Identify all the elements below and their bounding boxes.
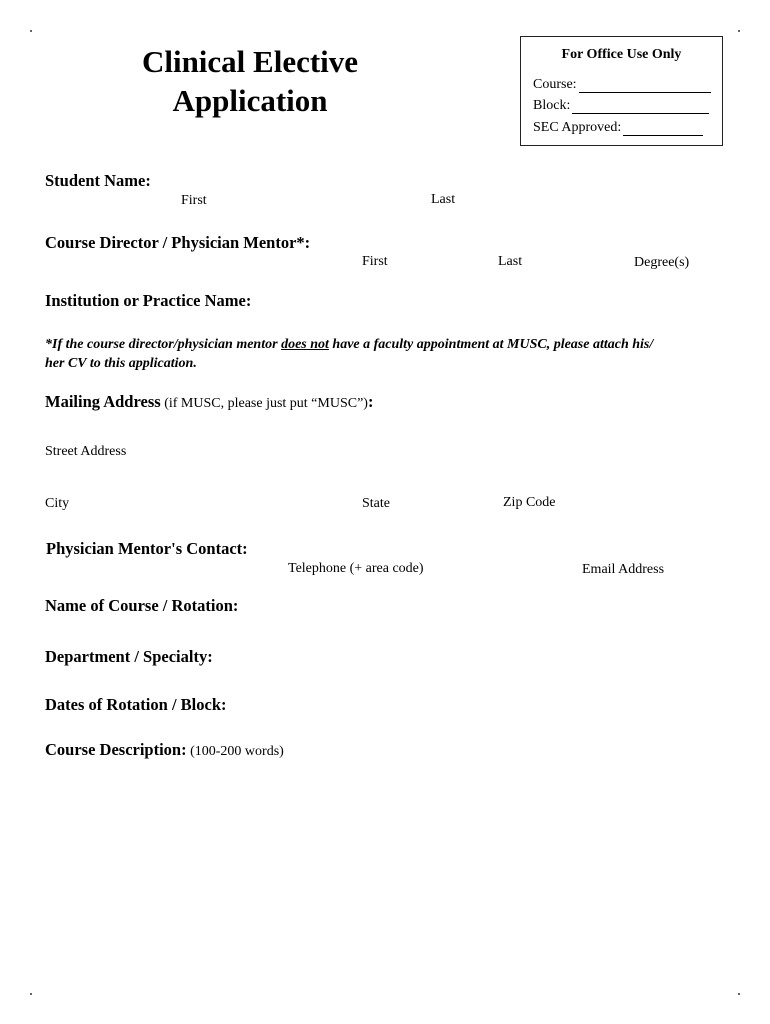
email-caption: Email Address [582,562,665,577]
office-course-label: Course: [533,77,577,92]
office-use-box [520,36,723,146]
cv-note-part1: *If the course director/physician mentor [45,337,282,352]
form-title-line1: Clinical Elective [141,44,359,79]
street-address-caption: Street Address [45,444,127,459]
cv-note [45,335,725,373]
department-label: Department / Specialty: [45,647,213,666]
mailing-address-hint: (if MUSC, please just put “MUSC”) [160,396,368,411]
cv-note-part2: have a faculty appointment at MUSC, please attach his/ [328,337,654,352]
student-first-caption: First [181,193,207,208]
mailing-address-title: Mailing Address [45,392,161,411]
zip-code-caption: Zip Code [503,495,556,510]
director-first-caption: First [362,254,388,269]
course-description-label [45,740,284,760]
cv-note-line2: her CV to this application. [45,356,197,371]
student-last-caption: Last [431,192,456,207]
office-sec-field[interactable] [623,123,703,136]
course-description-hint: (100-200 words) [186,744,284,759]
office-block-label: Block: [533,98,571,113]
mailing-address-colon: : [367,392,374,411]
office-block-field[interactable] [572,101,709,114]
corner-mark-bottom-left [30,993,32,995]
student-name-label: Student Name: [45,171,151,190]
contact-label: Physician Mentor's Contact: [46,539,248,558]
director-degree-caption: Degree(s) [634,255,690,270]
institution-label: Institution or Practice Name: [45,291,252,310]
director-last-caption: Last [498,254,523,269]
form-title [90,42,410,120]
office-course-row [533,77,711,93]
form-title-line2: Application [172,83,328,118]
corner-mark-top-right [738,30,740,32]
course-description-title: Course Description: [45,740,187,759]
telephone-caption: Telephone (+ area code) [288,561,424,576]
corner-mark-bottom-right [738,993,740,995]
course-name-label: Name of Course / Rotation: [45,596,239,615]
office-course-field[interactable] [579,80,711,93]
office-sec-row [533,120,703,136]
dates-label: Dates of Rotation / Block: [45,695,227,714]
mailing-address-label [45,392,373,412]
city-caption: City [45,496,70,511]
director-label: Course Director / Physician Mentor*: [45,233,311,252]
corner-mark-top-left [30,30,32,32]
office-block-row [533,98,709,114]
cv-note-emphasis: does not [281,337,329,352]
office-use-heading: For Office Use Only [561,47,682,62]
office-sec-label: SEC Approved: [533,120,622,135]
state-caption: State [362,496,390,511]
